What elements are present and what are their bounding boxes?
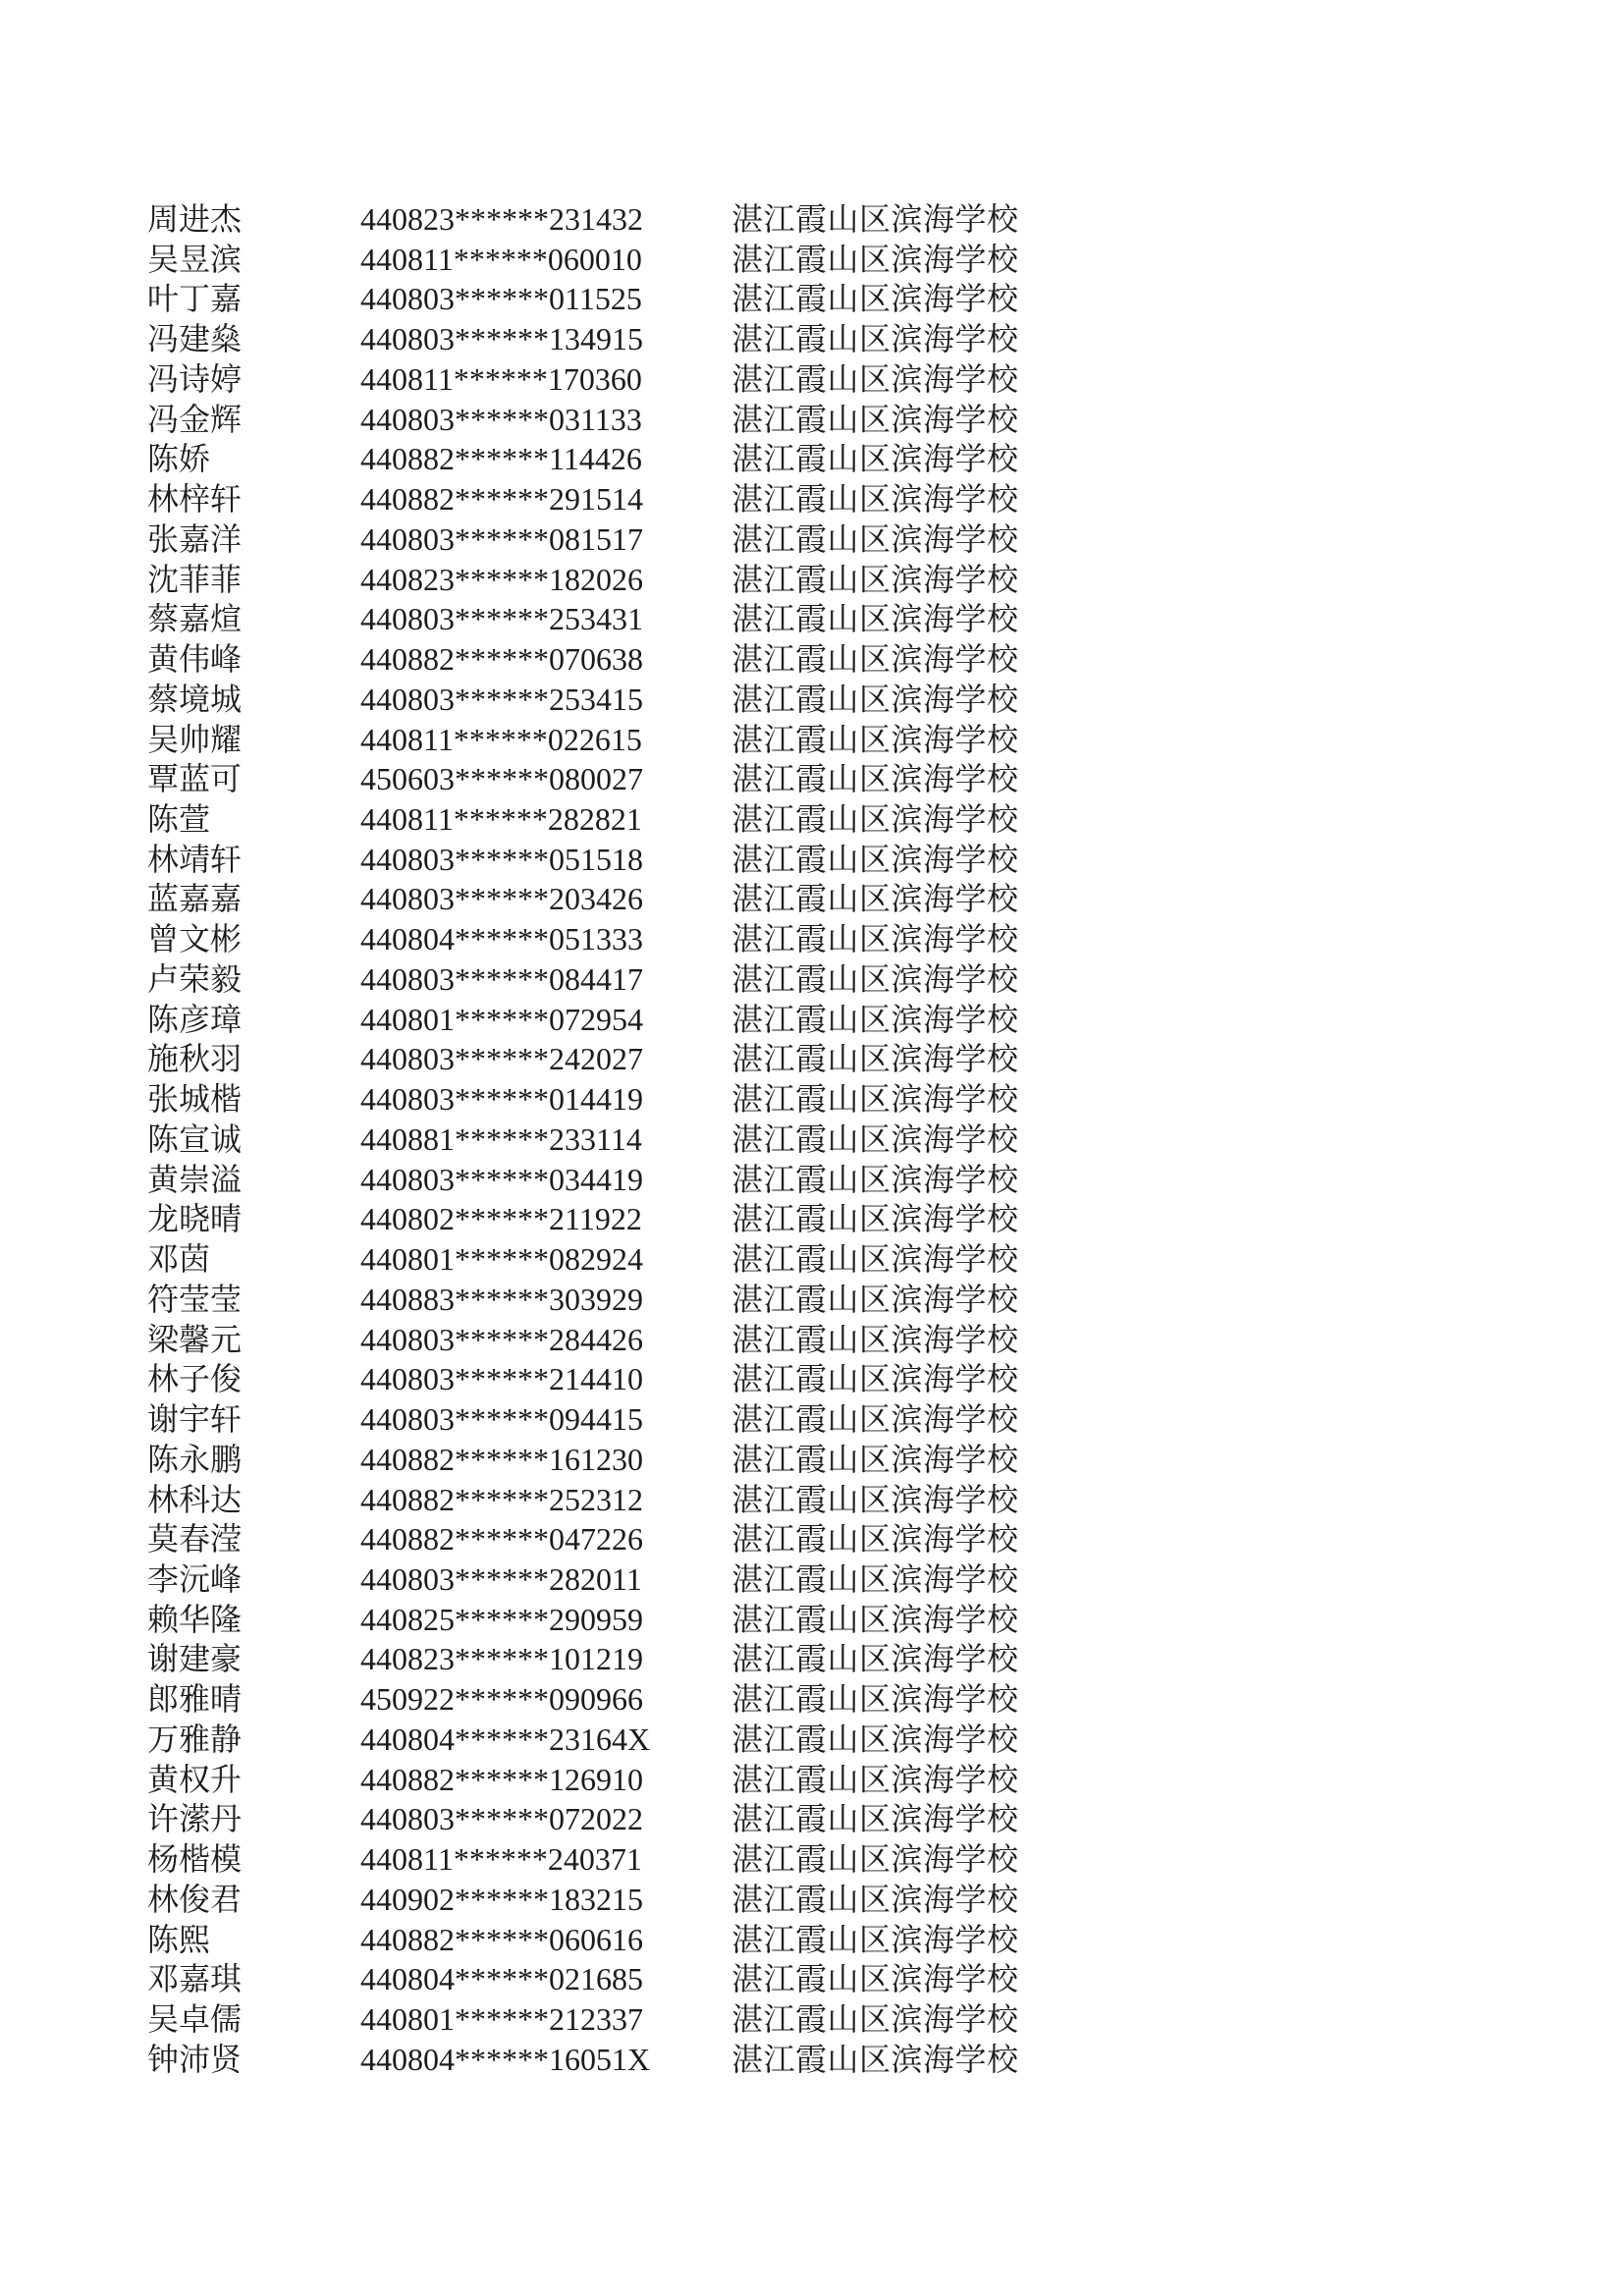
student-name: 冯诗婷: [147, 360, 243, 397]
table-row: [147, 1720, 1019, 1760]
student-id-number: 440882******291514: [360, 481, 643, 518]
table-row: [147, 1880, 1019, 1920]
student-school: 湛江霞山区滨海学校: [731, 1521, 1019, 1558]
table-row: [147, 1039, 1019, 1079]
student-name: 覃蓝可: [147, 761, 243, 797]
student-id-number: 440902******183215: [360, 1881, 643, 1917]
student-school: 湛江霞山区滨海学校: [731, 481, 1019, 518]
student-id-number: 440881******233114: [360, 1121, 642, 1157]
student-school: 湛江霞山区滨海学校: [731, 1441, 1019, 1477]
student-id-number: 440803******282011: [360, 1560, 642, 1597]
student-id-number: 440803******253415: [360, 681, 643, 717]
student-name: 莫春滢: [147, 1521, 243, 1558]
student-school: 湛江霞山区滨海学校: [731, 401, 1019, 437]
student-name: 叶丁嘉: [147, 281, 243, 317]
table-row: [147, 639, 1019, 680]
table-row: [147, 400, 1019, 440]
student-id-number: 440803******011525: [360, 281, 642, 317]
student-school: 湛江霞山区滨海学校: [731, 201, 1019, 237]
table-row: [147, 1519, 1019, 1559]
student-id-number: 450922******090966: [360, 1681, 643, 1718]
student-school: 湛江霞山区滨海学校: [731, 761, 1019, 797]
student-name: 吴卓儒: [147, 2001, 243, 2038]
student-school: 湛江霞山区滨海学校: [731, 1641, 1019, 1677]
student-name: 李沅峰: [147, 1560, 243, 1597]
table-row: [147, 680, 1019, 720]
student-name: 黄伟峰: [147, 641, 243, 678]
table-row: [147, 879, 1019, 919]
student-school: 湛江霞山区滨海学校: [731, 960, 1019, 997]
student-id-number: 440803******094415: [360, 1401, 643, 1438]
student-id-number: 440801******072954: [360, 1001, 643, 1037]
student-school: 湛江霞山区滨海学校: [731, 1481, 1019, 1517]
student-name: 林科达: [147, 1481, 243, 1517]
student-name: 曾文彬: [147, 921, 243, 957]
student-id-number: 440803******203426: [360, 881, 643, 917]
student-name: 龙晓晴: [147, 1201, 243, 1237]
table-row: [147, 1399, 1019, 1440]
student-id-number: 440823******231432: [360, 201, 643, 237]
student-name: 陈永鹏: [147, 1441, 243, 1477]
student-name: 施秋羽: [147, 1041, 243, 1077]
table-row: [147, 2040, 1019, 2080]
table-row: [147, 1000, 1019, 1040]
table-row: [147, 1239, 1019, 1280]
student-name: 冯建燊: [147, 321, 243, 357]
student-school: 湛江霞山区滨海学校: [731, 1361, 1019, 1397]
student-name: 邓茵: [147, 1241, 211, 1278]
student-school: 湛江霞山区滨海学校: [731, 601, 1019, 637]
student-name: 沈菲菲: [147, 561, 243, 597]
student-name: 郎雅晴: [147, 1681, 243, 1718]
student-name: 万雅静: [147, 1721, 243, 1757]
student-school: 湛江霞山区滨海学校: [731, 1560, 1019, 1597]
student-school: 湛江霞山区滨海学校: [731, 441, 1019, 477]
table-row: [147, 1679, 1019, 1720]
student-school: 湛江霞山区滨海学校: [731, 1401, 1019, 1438]
student-school: 湛江霞山区滨海学校: [731, 1841, 1019, 1878]
student-school: 湛江霞山区滨海学校: [731, 360, 1019, 397]
student-school: 湛江霞山区滨海学校: [731, 841, 1019, 877]
table-row: [147, 1320, 1019, 1360]
student-name: 陈熙: [147, 1921, 211, 1957]
student-school: 湛江霞山区滨海学校: [731, 1321, 1019, 1357]
student-id-number: 440803******031133: [360, 401, 642, 437]
student-id-number: 440882******161230: [360, 1441, 643, 1477]
student-school: 湛江霞山区滨海学校: [731, 881, 1019, 917]
student-name: 张嘉洋: [147, 520, 243, 557]
student-name: 吴帅耀: [147, 721, 243, 757]
student-id-number: 440803******084417: [360, 960, 643, 997]
student-name: 谢宇轩: [147, 1401, 243, 1438]
student-id-number: 440882******252312: [360, 1481, 643, 1517]
student-id-number: 440802******211922: [360, 1201, 642, 1237]
student-name: 谢建豪: [147, 1641, 243, 1677]
student-id-number: 440804******16051X: [360, 2041, 651, 2077]
student-school: 湛江霞山区滨海学校: [731, 1961, 1019, 1997]
student-school: 湛江霞山区滨海学校: [731, 1601, 1019, 1637]
student-id-number: 440882******070638: [360, 641, 643, 678]
table-row: [147, 1559, 1019, 1600]
student-school: 湛江霞山区滨海学校: [731, 2041, 1019, 2077]
student-school: 湛江霞山区滨海学校: [731, 1881, 1019, 1917]
table-row: [147, 1999, 1019, 2040]
table-row: [147, 1440, 1019, 1480]
student-id-number: 440803******284426: [360, 1321, 643, 1357]
table-row: [147, 959, 1019, 1000]
student-school: 湛江霞山区滨海学校: [731, 641, 1019, 678]
student-id-number: 440882******114426: [360, 441, 642, 477]
student-id-number: 440882******126910: [360, 1761, 643, 1797]
student-school: 湛江霞山区滨海学校: [731, 1001, 1019, 1037]
table-row: [147, 1160, 1019, 1200]
student-school: 湛江霞山区滨海学校: [731, 2001, 1019, 2038]
student-school: 湛江霞山区滨海学校: [731, 1041, 1019, 1077]
student-school: 湛江霞山区滨海学校: [731, 1681, 1019, 1718]
student-name: 钟沛贤: [147, 2041, 243, 2077]
table-row: [147, 319, 1019, 359]
table-row: [147, 1760, 1019, 1800]
student-name: 林梓轩: [147, 481, 243, 518]
table-row: [147, 479, 1019, 519]
student-id-number: 440804******23164X: [360, 1721, 651, 1757]
student-id-number: 440811******022615: [360, 721, 642, 757]
table-row: [147, 1639, 1019, 1679]
table-row: [147, 359, 1019, 400]
student-school: 湛江霞山区滨海学校: [731, 721, 1019, 757]
student-school: 湛江霞山区滨海学校: [731, 1161, 1019, 1197]
student-name: 陈宣诚: [147, 1121, 243, 1157]
student-id-number: 440803******081517: [360, 520, 643, 557]
table-row: [147, 279, 1019, 319]
student-id-number: 440803******072022: [360, 1801, 643, 1837]
student-id-number: 440882******060616: [360, 1921, 643, 1957]
student-id-number: 440823******101219: [360, 1641, 643, 1677]
table-row: [147, 560, 1019, 600]
student-name: 黄权升: [147, 1761, 243, 1797]
table-row: [147, 1359, 1019, 1399]
table-row: [147, 1480, 1019, 1520]
student-id-number: 440811******170360: [360, 360, 642, 397]
student-name: 张城楷: [147, 1081, 243, 1118]
student-name: 符莹莹: [147, 1281, 243, 1317]
student-school: 湛江霞山区滨海学校: [731, 1121, 1019, 1157]
table-row: [147, 919, 1019, 959]
table-row: [147, 599, 1019, 639]
student-name: 吴昱滨: [147, 241, 243, 277]
student-id-number: 440823******182026: [360, 561, 643, 597]
student-school: 湛江霞山区滨海学校: [731, 1241, 1019, 1278]
student-school: 湛江霞山区滨海学校: [731, 921, 1019, 957]
student-name: 林俊君: [147, 1881, 243, 1917]
student-id-number: 440811******282821: [360, 801, 642, 838]
student-id-number: 440803******034419: [360, 1161, 643, 1197]
student-school: 湛江霞山区滨海学校: [731, 281, 1019, 317]
student-school: 湛江霞山区滨海学校: [731, 1921, 1019, 1957]
student-name: 林子俊: [147, 1361, 243, 1397]
student-name: 杨楷模: [147, 1841, 243, 1878]
student-school: 湛江霞山区滨海学校: [731, 1281, 1019, 1317]
table-row: [147, 1920, 1019, 1960]
student-school: 湛江霞山区滨海学校: [731, 1801, 1019, 1837]
student-name: 蓝嘉嘉: [147, 881, 243, 917]
table-row: [147, 1959, 1019, 1999]
student-id-number: 440811******060010: [360, 241, 642, 277]
student-name: 陈萱: [147, 801, 211, 838]
student-id-number: 450603******080027: [360, 761, 643, 797]
student-name: 陈娇: [147, 441, 211, 477]
student-id-number: 440804******051333: [360, 921, 643, 957]
table-row: [147, 519, 1019, 560]
table-row: [147, 1600, 1019, 1640]
student-id-number: 440803******253431: [360, 601, 643, 637]
table-row: [147, 759, 1019, 799]
student-id-number: 440801******082924: [360, 1241, 643, 1278]
student-school: 湛江霞山区滨海学校: [731, 681, 1019, 717]
student-school: 湛江霞山区滨海学校: [731, 1721, 1019, 1757]
student-school: 湛江霞山区滨海学校: [731, 1081, 1019, 1118]
student-id-number: 440803******214410: [360, 1361, 643, 1397]
student-school: 湛江霞山区滨海学校: [731, 1761, 1019, 1797]
table-row: [147, 439, 1019, 479]
table-row: [147, 1120, 1019, 1160]
student-school: 湛江霞山区滨海学校: [731, 520, 1019, 557]
table-row: [147, 1839, 1019, 1880]
table-row: [147, 1280, 1019, 1320]
student-id-number: 440883******303929: [360, 1281, 643, 1317]
table-row: [147, 1799, 1019, 1839]
student-id-number: 440803******134915: [360, 321, 643, 357]
student-id-number: 440811******240371: [360, 1841, 642, 1878]
student-roster-list: [147, 199, 1019, 2080]
student-name: 蔡境城: [147, 681, 243, 717]
table-row: [147, 799, 1019, 840]
table-row: [147, 840, 1019, 880]
student-school: 湛江霞山区滨海学校: [731, 801, 1019, 838]
student-name: 梁馨元: [147, 1321, 243, 1357]
student-name: 许潆丹: [147, 1801, 243, 1837]
student-school: 湛江霞山区滨海学校: [731, 561, 1019, 597]
table-row: [147, 1079, 1019, 1120]
student-name: 赖华隆: [147, 1601, 243, 1637]
table-row: [147, 240, 1019, 280]
student-id-number: 440804******021685: [360, 1961, 643, 1997]
student-name: 黄崇溢: [147, 1161, 243, 1197]
student-name: 林靖轩: [147, 841, 243, 877]
student-school: 湛江霞山区滨海学校: [731, 321, 1019, 357]
student-name: 陈彦璋: [147, 1001, 243, 1037]
table-row: [147, 1199, 1019, 1239]
student-id-number: 440801******212337: [360, 2001, 643, 2038]
student-name: 周进杰: [147, 201, 243, 237]
student-id-number: 440825******290959: [360, 1601, 643, 1637]
student-id-number: 440882******047226: [360, 1521, 643, 1558]
student-name: 卢荣毅: [147, 960, 243, 997]
student-school: 湛江霞山区滨海学校: [731, 241, 1019, 277]
student-name: 蔡嘉煊: [147, 601, 243, 637]
student-school: 湛江霞山区滨海学校: [731, 1201, 1019, 1237]
table-row: [147, 720, 1019, 760]
student-name: 邓嘉琪: [147, 1961, 243, 1997]
student-id-number: 440803******242027: [360, 1041, 643, 1077]
student-id-number: 440803******051518: [360, 841, 643, 877]
table-row: [147, 199, 1019, 240]
student-name: 冯金辉: [147, 401, 243, 437]
student-id-number: 440803******014419: [360, 1081, 643, 1118]
